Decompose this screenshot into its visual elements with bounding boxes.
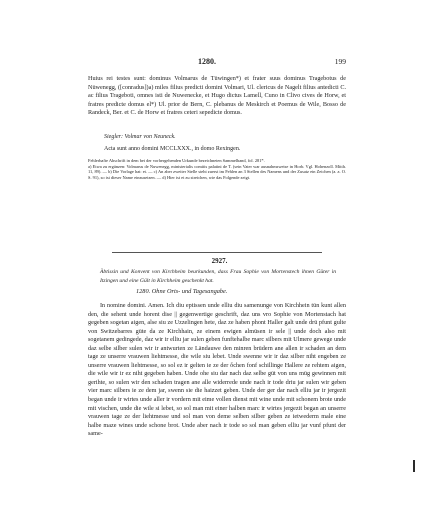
page-header xyxy=(88,57,346,67)
footnote-source: Fehlerhafte Abschrift in dem bei der vorhergehenden Urkunde bezeichneten Sammelband, fol. 281*. xyxy=(88,158,265,163)
sigillum-line: Siegler: Volmar von Neuneck. xyxy=(104,134,176,140)
charter-text: In nomine domini. Amen. Ich diu eptissen unde elliu diu samenunge von Kirchhein tūn kunt allen den, die sehent unde horent dise || gegenwertige geschrift, daz uns vro Sophie von Mortenstach hat gegeben sogetan aigen, alse siu ze Uzzelingen hete, daz ze haben phont Haller galt unde drū pfunt gulte von Switzebarres gūte da ze Kirchhain, ze einem ewigen almūsen ir sele || unde doch also mit sogetanem gedingede, daz wir ir elliu jar sulen geben funftehalbe marc silbers mit Ulmere gewege unde daz selbe silber sulen wir ir antwurten ze Ländauwe den minren brūdern ane allen ir schaden an dem tage ze unserre vrauwen liehtmesse, die wile siu lebet. Unde swenne wir ir daz silber niht engeben ze unserre vrauwen liehtmesse, so sol ez ir gelten ie ze der ὄchen fonf schillinge Hallere ze rehtem aigen, die wile wir ir ez niht gegeben haben. Unde ohe siu dar nach daz selbe gūt von uns mūg gewinnen mit gerihte, so sulen wir den schaden tragen ane alle widerrede unde nach ir tode driu jar sulen wir geben vier marc silbers ie ze dem jar, swenn sie die haizzet geben. Unde der ger dar nach elliu jar ir jergezit began unde ir wirtes unde aller ir vordern mit eime vollen dienst mit wine unde mit schonem brote unde mit vischen, unde die wile si lebet, so sol man mit einer halben marc ir wirtes jergezit began an unserre vrauwen tage ze der liehtmesse und sol man von deme selben silber geben ze ietwederm male eine halbe maze wines unde schone brot. Unde aber nach ir tode so sol man geben elliu jar vunf pfunt der same- xyxy=(88,302,346,438)
footnote-apparatus: a) Etwa zu ergänzen: Volmarus de Nuwenegg, ministerialis comitis palatini de T. (sein Vater war ausnahmsweise in Horb. Vgl. Hohenzoll. Mitth. 11, 89). — b) Die Vorlage hat: et. — c) An aber zweiter Stelle steht zuerst im Fehlen an 3 Stellen des Namens und der Zusatz ein Zeichen (a. a. O. S. 91), so ist dieser Name einzusetzen. — d) Hier ist et zu streichen, wie das Folgende zeigt. xyxy=(88,163,346,180)
dateline: 1280. Ohne Orts- und Tagesangabe. xyxy=(136,288,228,295)
header-year: 1280. xyxy=(198,57,216,66)
page-number: 199 xyxy=(334,57,346,66)
acta-line: Acta sunt anno domini MCCLXXX., in domo Rexingen. xyxy=(104,146,241,152)
regest-summary: Äbtissin und Konvent von Kirchheim beurkunden, dass Frau Sophie von Mortenstech ihnen Güter in Itzingen und eine Gült in Kirchheim geschenkt hat. xyxy=(100,269,336,284)
edge-mark xyxy=(413,460,415,472)
section-divider xyxy=(112,252,322,253)
footnote-block xyxy=(88,158,346,180)
witness-paragraph: Huius rei testes sunt: dominus Volmarus de Tūwingen*) et frater suus dominus Tragebotus de Nūwenegg, ([conradus])a) miles filius predicti domini Volmari, Ul. clericus de Nagelt filius antedicti C. ac filius Trageboti, omnes isti de Nuwenecke, et Hugo dictus Lamell, Cuno in Clivo cives de Horw, et fratres predicte domus el*) Ul. prior de Bern, C. plebanus de Meskirch et Poemus de Wile, Bosso de Randeck, Ber. et C. de Horw et fratres ceteri sepedicte domus. xyxy=(88,75,346,117)
document-number: 2927. xyxy=(211,257,228,265)
